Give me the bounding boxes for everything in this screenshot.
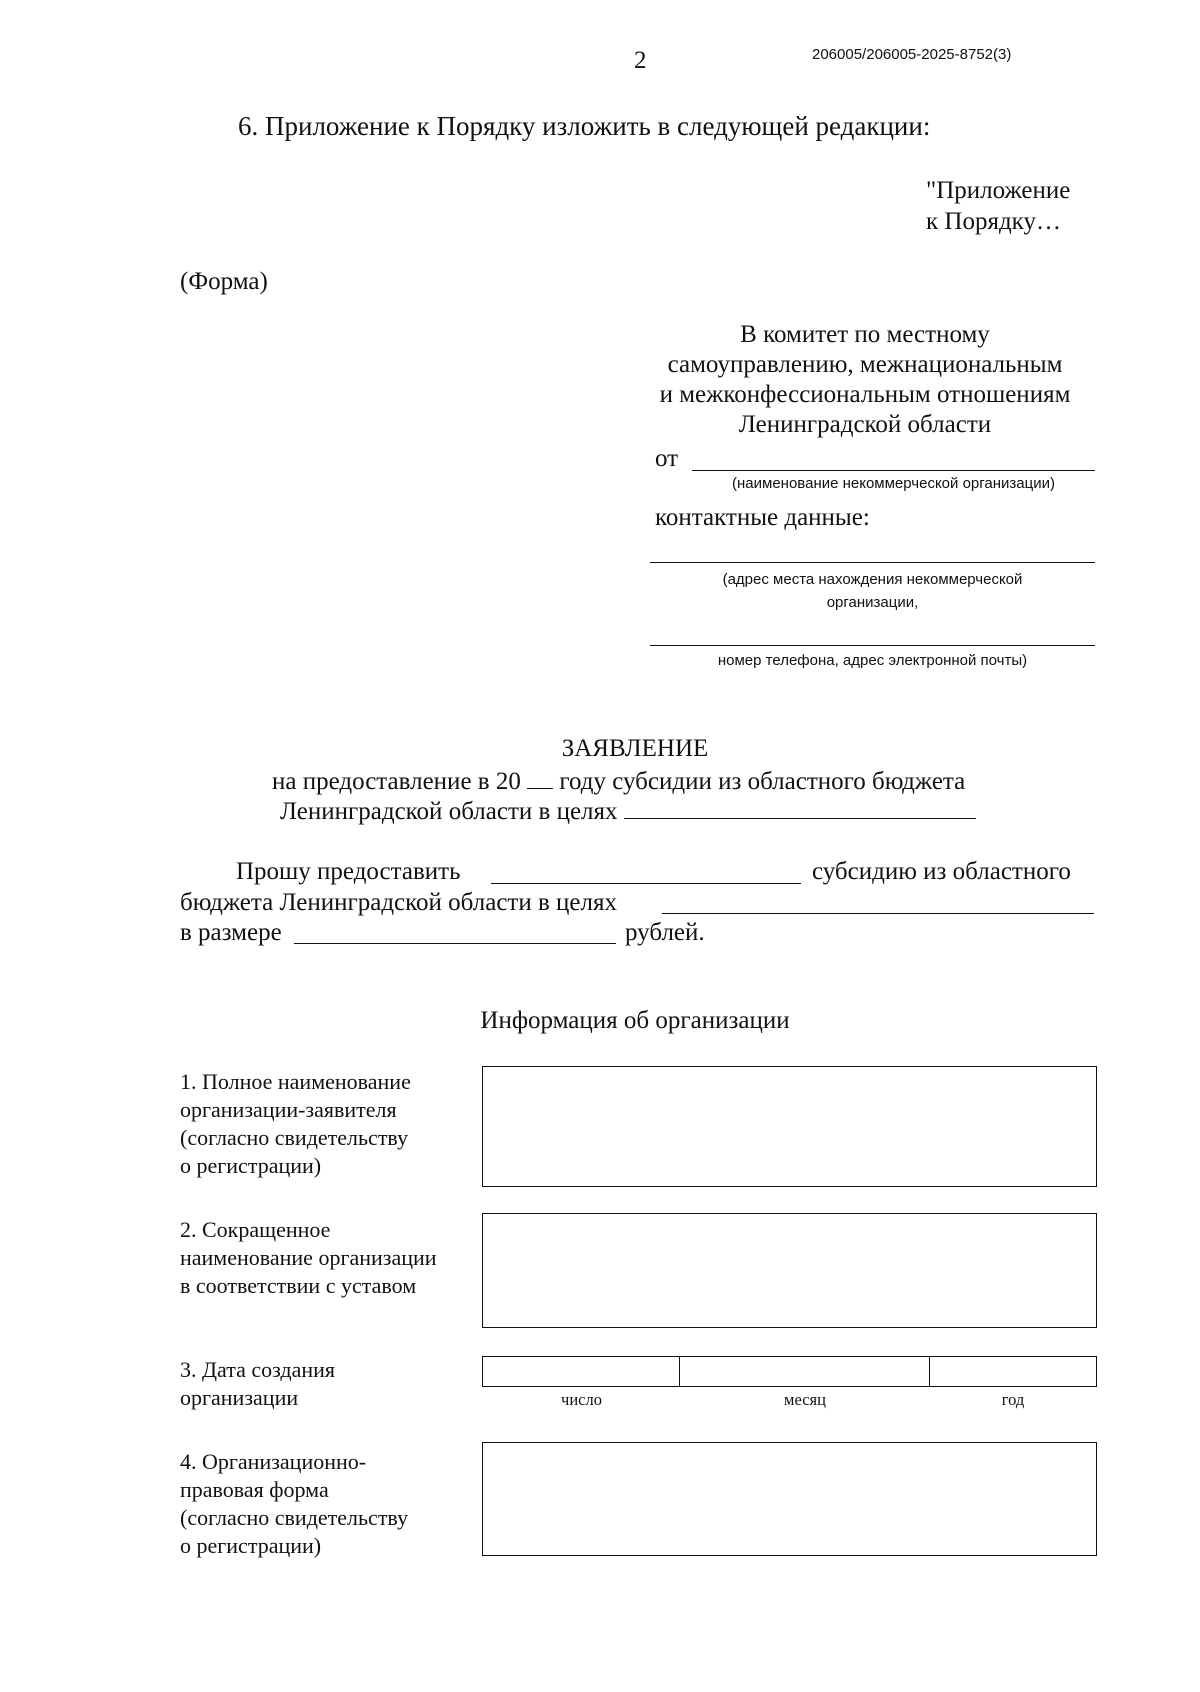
subsidy-purpose-blank[interactable] <box>662 913 1094 914</box>
subtitle-line-2-text: Ленинградской области в целях <box>280 798 618 825</box>
field-3-label-line: организации <box>180 1385 299 1410</box>
statement-title: ЗАЯВЛЕНИЕ <box>561 735 709 762</box>
statement-subtitle-line-2 <box>280 796 976 827</box>
document-id: 206005/206005-2025-8752(3) <box>812 46 1012 63</box>
date-day-caption: число <box>561 1390 602 1409</box>
field-4-label-line: 4. Организационно- <box>180 1449 367 1474</box>
contacts-label: контактные данные: <box>655 504 870 531</box>
field-2-label-line: 2. Сокращенное <box>180 1217 331 1242</box>
short-name-input-box[interactable] <box>482 1213 1097 1328</box>
from-label: от <box>655 445 679 472</box>
appendix-line-1: "Приложение <box>926 177 1071 204</box>
date-year-caption: год <box>1001 1390 1025 1409</box>
field-1-label-line: (согласно свидетельству <box>180 1125 409 1150</box>
field-1-label-line: организации-заявителя <box>180 1097 397 1122</box>
body-line-2: бюджета Ленинградской области в целях <box>180 889 617 916</box>
address-caption-line-1: (адрес места нахождения некоммерческой <box>722 571 1023 588</box>
date-month-caption: месяц <box>784 1390 826 1409</box>
body-line-3-part-2: рублей. <box>625 919 705 946</box>
year-blank[interactable] <box>527 766 553 789</box>
subtitle-part-2: году субсидии из областного бюджета <box>559 768 966 795</box>
legal-form-input-box[interactable] <box>482 1442 1097 1556</box>
field-2-label-line: наименование организации <box>180 1245 437 1270</box>
date-month-input[interactable] <box>679 1356 931 1387</box>
page-number: 2 <box>634 47 647 74</box>
field-4-label <box>180 1448 408 1560</box>
form-label: (Форма) <box>180 268 268 295</box>
body-line-3-part-1: в размере <box>180 919 282 946</box>
field-4-label-line: (согласно свидетельству <box>180 1505 409 1530</box>
date-year-input[interactable] <box>929 1356 1097 1387</box>
field-2-label-line: в соответствии с уставом <box>180 1273 417 1298</box>
addressee-line-2: самоуправлению, межнациональным <box>667 351 1063 378</box>
body-part-2: субсидию из областного <box>812 858 1071 885</box>
address-input-line[interactable] <box>650 562 1095 563</box>
full-name-input-box[interactable] <box>482 1066 1097 1187</box>
subtitle-part-1: на предоставление в 20 <box>272 768 521 795</box>
item-6-text: 6. Приложение к Порядку изложить в следующей редакции: <box>238 111 931 141</box>
field-2-label <box>180 1216 437 1300</box>
org-info-heading: Информация об организации <box>480 1007 790 1034</box>
from-organization-input-line[interactable] <box>692 470 1095 471</box>
phone-caption: номер телефона, адрес электронной почты) <box>717 652 1028 669</box>
purpose-blank[interactable] <box>624 796 976 819</box>
addressee-line-1: В комитет по местному <box>740 321 990 348</box>
field-1-label-line: 1. Полное наименование <box>180 1069 411 1094</box>
phone-email-input-line[interactable] <box>650 645 1095 646</box>
field-3-label <box>180 1356 335 1412</box>
addressee-line-3: и межконфессиональным отношениям <box>659 381 1071 408</box>
field-1-label-line: о регистрации) <box>180 1153 322 1178</box>
field-4-label-line: правовая форма <box>180 1477 329 1502</box>
address-caption-line-2: организации, <box>826 594 919 611</box>
appendix-line-2: к Порядку… <box>926 208 1061 235</box>
amount-blank[interactable] <box>294 943 616 944</box>
body-part-1: Прошу предоставить <box>236 858 461 885</box>
statement-subtitle <box>272 766 965 797</box>
from-caption: (наименование некоммерческой организации) <box>732 475 1055 492</box>
date-day-input[interactable] <box>482 1356 681 1387</box>
organization-name-blank[interactable] <box>491 883 801 884</box>
addressee-line-4: Ленинградской области <box>738 411 992 438</box>
field-3-label-line: 3. Дата создания <box>180 1357 336 1382</box>
field-1-label <box>180 1068 411 1180</box>
field-4-label-line: о регистрации) <box>180 1533 322 1558</box>
